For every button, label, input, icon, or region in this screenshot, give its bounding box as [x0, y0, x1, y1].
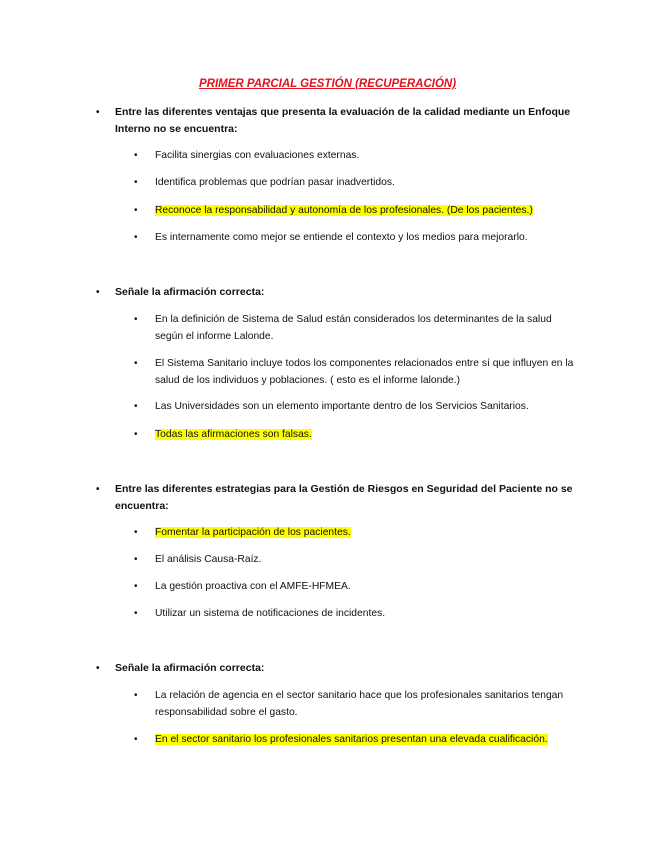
question-text: Señale la afirmación correcta:: [115, 662, 265, 674]
option-text: La relación de agencia en el sector sanitario hace que los profesionales sanitarios tengan responsabilidad sobre el gasto.: [155, 690, 564, 718]
bullet-icon: •: [134, 527, 138, 538]
option-3-3: [0, 578, 655, 595]
highlighted-answer: Fomentar la participación de los pacientes.: [155, 527, 351, 538]
option-text: Utilizar un sistema de notificaciones de incidentes.: [155, 608, 386, 619]
option-4-2: [0, 731, 655, 748]
option-1-1: [0, 147, 655, 164]
option-3-2: [0, 551, 655, 568]
bullet-icon: •: [134, 150, 138, 161]
option-2-4: [0, 426, 655, 443]
option-text: El Sistema Sanitario incluye todos los componentes relacionados entre sí que influyen en la salud de los individuos y poblaciones. ( esto es el informe lalonde.): [155, 358, 574, 386]
option-2-1: [0, 311, 655, 345]
option-text: En la definición de Sistema de Salud están considerados los determinantes de la salud según el informe Lalonde.: [155, 314, 552, 342]
bullet-icon: •: [134, 314, 138, 325]
option-text: Identifica problemas que podrían pasar inadvertidos.: [155, 177, 395, 188]
option-text: Es internamente como mejor se entiende el contexto y los medios para mejorarlo.: [155, 232, 528, 243]
bullet-icon: •: [96, 484, 100, 495]
question-4: [0, 660, 655, 677]
bullet-icon: •: [96, 287, 100, 298]
option-2-2: [0, 355, 655, 389]
option-3-4: [0, 605, 655, 622]
question-1: [0, 104, 655, 138]
question-text: Señale la afirmación correcta:: [115, 286, 265, 298]
bullet-icon: •: [134, 177, 138, 188]
option-3-1: [0, 524, 655, 541]
option-1-3: [0, 202, 655, 219]
option-text: El análisis Causa-Raíz.: [155, 554, 262, 565]
option-1-2: [0, 174, 655, 191]
bullet-icon: •: [134, 358, 138, 369]
highlighted-answer: Todas las afirmaciones son falsas.: [155, 429, 312, 440]
highlighted-answer: En el sector sanitario los profesionales sanitarios presentan una elevada cualificación.: [155, 734, 548, 745]
bullet-icon: •: [134, 581, 138, 592]
option-text: Facilita sinergias con evaluaciones externas.: [155, 150, 360, 161]
question-text: Entre las diferentes estrategias para la Gestión de Riesgos en Seguridad del Paciente no se encuentra:: [115, 483, 573, 512]
question-2: [0, 284, 655, 301]
bullet-icon: •: [134, 608, 138, 619]
bullet-icon: •: [134, 205, 138, 216]
option-text: La gestión proactiva con el AMFE-HFMEA.: [155, 581, 351, 592]
option-4-1: [0, 687, 655, 721]
option-2-3: [0, 398, 655, 415]
document-title: PRIMER PARCIAL GESTIÓN (RECUPERACIÓN): [198, 78, 457, 90]
question-3: [0, 481, 655, 515]
bullet-icon: •: [134, 232, 138, 243]
bullet-icon: •: [134, 401, 138, 412]
bullet-icon: •: [134, 734, 138, 745]
bullet-icon: •: [96, 663, 100, 674]
option-text: Las Universidades son un elemento importante dentro de los Servicios Sanitarios.: [155, 401, 529, 412]
bullet-icon: •: [134, 429, 138, 440]
highlighted-answer: Reconoce la responsabilidad y autonomía de los profesionales. (De los pacientes.): [155, 205, 533, 216]
bullet-icon: •: [134, 554, 138, 565]
bullet-icon: •: [96, 107, 100, 118]
question-text: Entre las diferentes ventajas que presenta la evaluación de la calidad mediante un Enfoque Interno no se encuentra:: [115, 106, 571, 135]
bullet-icon: •: [134, 690, 138, 701]
option-1-4: [0, 229, 655, 246]
